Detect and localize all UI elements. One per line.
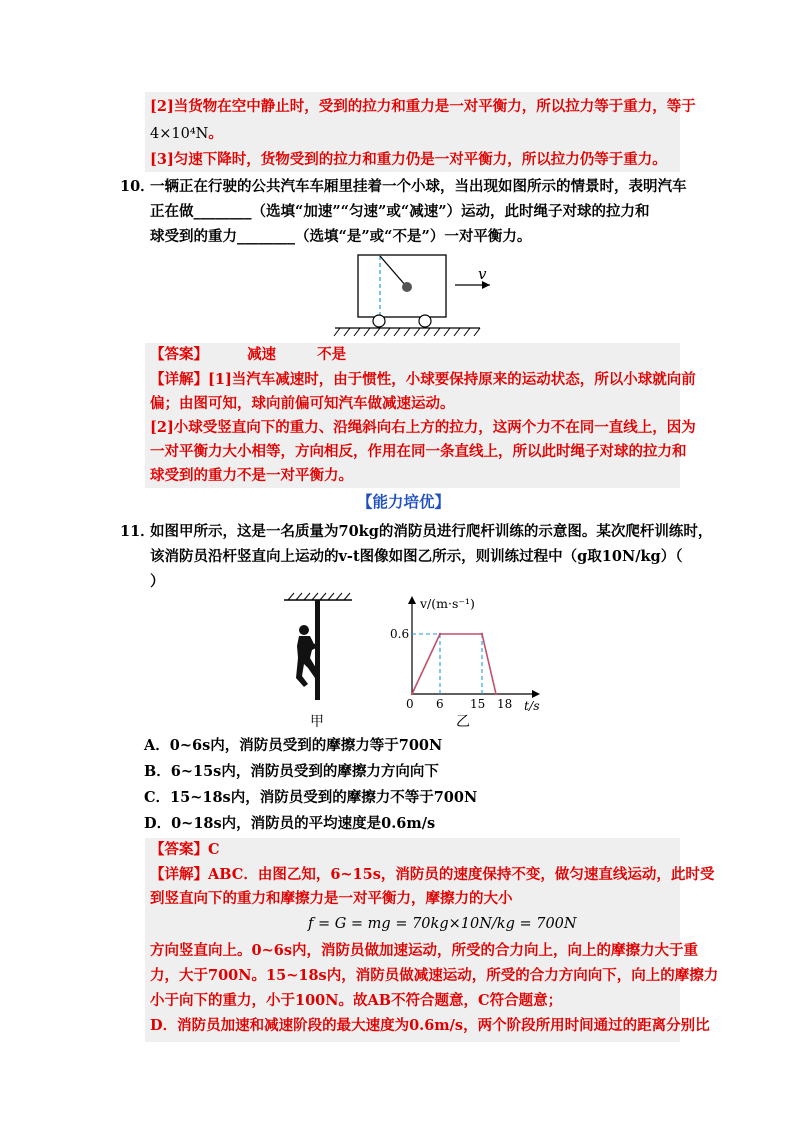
x-tick-label-6: 6 [436,697,444,711]
data-point-1 [439,633,441,635]
y-axis-label: v/(m·s⁻¹) [420,596,475,611]
q11-detail-line-1: 【详解】ABC．由图乙知，6~15s，消防员的速度保持不变，做匀速直线运动，此时受 [150,866,715,883]
q11-detail-line-2: 到竖直向下的重力和摩擦力是一对平衡力，摩擦力的大小 [150,890,513,907]
bus-body [358,255,446,317]
hanging-ball [402,282,412,292]
q11-detail-line-5: 小于向下的重力，小于100N。故AB不符合题意，C符合题意； [150,992,563,1009]
bus-wheel-left [373,315,385,327]
x-tick-label-0: 0 [406,697,414,711]
data-point-2 [481,633,483,635]
option-d[interactable]: D．0~18s内，消防员的平均速度是0.6m/s [144,815,436,832]
q10-answer-line: 【答案】 减速 不是 [150,346,347,363]
climbing-pole [315,600,320,700]
section-title: 【能力培优】 [357,492,451,511]
figure-label-jia: 甲 [310,714,324,730]
data-point-3 [495,693,497,695]
vt-chart [390,592,550,732]
q10-answer-2: 不是 [317,346,347,363]
q11-line-2: 该消防员沿杆竖直向上运动的v-t图像如图乙所示，则训练过程中（g取10N/kg）（ [150,548,683,565]
q10-line-2: 正在做________（选填“加速”“匀速”或“减速”）运动，此时绳子对球的拉力和 [150,203,650,220]
x-axis-label: t/s [524,698,540,713]
q11-detail-line-3: 方向竖直向上。0~6s内，消防员做加速运动，所受的合力向上，向上的摩擦力大于重 [150,942,698,959]
option-a[interactable]: A．0~6s内，消防员受到的摩擦力等于700N [144,737,443,754]
option-c[interactable]: C．15~18s内，消防员受到的摩擦力不等于700N [144,789,478,806]
explanation-line-3: [3]匀速下降时，货物受到的拉力和重力仍是一对平衡力，所以拉力仍等于重力。 [150,151,667,168]
q10-detail-line-4: 一对平衡力大小相等，方向相反，作用在同一条直线上，所以此时绳子对球的拉力和 [150,443,687,460]
figure-label-yi: 乙 [456,714,470,730]
q11-line-3: ） [150,573,165,590]
q11-number: 11． [120,523,155,540]
data-point-0 [411,693,413,695]
x-tick-label-18: 18 [497,697,513,711]
velocity-series-line [412,634,496,694]
explanation-line-1: [2]当货物在空中静止时，受到的拉力和重力是一对平衡力，所以拉力等于重力，等于 [150,98,696,115]
q11-detail-line-4: 力，大于700N。15~18s内，消防员做减速运动，所受的合力方向向下，向上的摩擦力 [150,967,719,984]
q10-line-1: 一辆正在行驶的公共汽车车厢里挂着一个小球，当出现如图所示的情景时，表明汽车 [150,178,687,195]
y-tick-label-0.6: 0.6 [390,627,410,641]
q11-line-1: 如图甲所示，这是一名质量为70kg的消防员进行爬杆训练的示意图。某次爬杆训练时， [150,523,713,540]
bus-wheel-right [419,315,431,327]
bus-figure [330,250,490,340]
rope [380,256,406,286]
climber-figure [280,592,360,732]
q10-answer-1: 减速 [247,346,277,363]
q10-detail-line-1: 【详解】[1]当汽车减速时，由于惯性，小球要保持原来的运动状态，所以小球就向前 [150,371,696,388]
x-tick-label-15: 15 [470,697,486,711]
q10-line-3: 球受到的重力________（选填“是”或“不是”）一对平衡力。 [150,228,532,245]
q11-detail-line-6: D．消防员加速和减速阶段的最大速度为0.6m/s，两个阶段所用时间通过的距离分别比 [150,1017,710,1034]
q11-answer-line: 【答案】C [150,841,220,858]
q10-detail-line-3: [2]小球受竖直向下的重力、沿绳斜向右上方的拉力，这两个力不在同一直线上，因为 [150,419,696,436]
q11-answer: C [208,841,220,858]
q11-formula: f = G = mg = 70kg×10N/kg = 700N [308,916,577,932]
q10-detail-line-5: 球受到的重力不是一对平衡力。 [150,467,353,484]
q10-number: 10． [120,178,155,195]
velocity-label: v [478,265,487,283]
option-b[interactable]: B．6~15s内，消防员受到的摩擦力方向向下 [144,763,439,780]
force-value: 4×10⁴N [150,126,209,142]
explanation-line-2: 4×10⁴N。 [150,125,223,142]
q10-detail-line-2: 偏；由图可知，球向前偏可知汽车做减速运动。 [150,395,455,412]
